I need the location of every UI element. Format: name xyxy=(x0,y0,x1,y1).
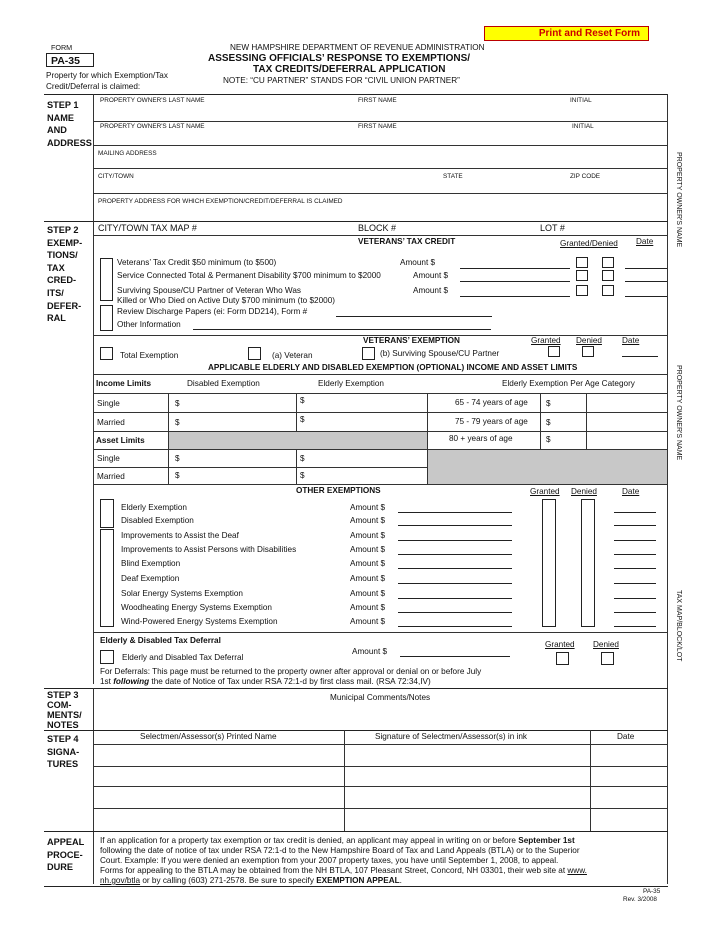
vtc-item: Veterans’ Tax Credit $50 minimum (to $500) xyxy=(117,258,277,267)
amount-label: Amount $ xyxy=(350,603,386,612)
single-label: Single xyxy=(97,454,120,463)
vtc-item: Surviving Spouse/CU Partner of Veteran Who Was xyxy=(117,286,301,295)
amount-label: Amount $ xyxy=(400,258,436,267)
amount-line[interactable] xyxy=(398,583,512,584)
surviving-spouse-label: (b) Surviving Spouse/CU Partner xyxy=(380,349,500,358)
btla-link[interactable]: nh.gov/btla xyxy=(100,876,141,885)
date-label: Date xyxy=(622,336,640,345)
btla-link[interactable]: www. xyxy=(567,866,587,875)
last-name-input-1[interactable] xyxy=(95,106,666,121)
mailing-address-input[interactable] xyxy=(95,158,666,168)
date-label: Date xyxy=(636,237,654,246)
granted-checkbox[interactable] xyxy=(542,499,556,627)
date-line[interactable] xyxy=(614,540,656,541)
vtc-checkbox[interactable] xyxy=(100,305,113,331)
date-line[interactable] xyxy=(614,583,656,584)
dollar-sign: $ xyxy=(175,454,180,463)
granted-label: Granted xyxy=(530,487,560,496)
amount-label: Amount $ xyxy=(350,617,386,626)
other-ex-item: Disabled Exemption xyxy=(121,516,194,525)
amount-label: Amount $ xyxy=(413,271,449,280)
form-note: NOTE: “CU PARTNER” STANDS FOR “CIVIL UNION PARTNER” xyxy=(223,76,460,85)
date-line[interactable] xyxy=(614,512,656,513)
dollar-sign: $ xyxy=(546,399,551,408)
veteran-label: (a) Veteran xyxy=(272,351,313,360)
dollar-sign: $ xyxy=(300,415,305,424)
appeal-text: Court. Example: If you were denied an exemption from your 2007 property taxes, you have until September 1, 2008, to appeal. xyxy=(100,856,559,865)
last-name-label: PROPERTY OWNER'S LAST NAME xyxy=(100,97,205,104)
granted-label: Granted xyxy=(531,336,561,345)
income-limits-label: Income Limits xyxy=(96,379,152,388)
granted-label: Granted xyxy=(545,640,575,649)
step3-label: STEP 3 COM- MENTS/ NOTES xyxy=(47,690,82,730)
step4-label: STEP 4 SIGNA- TURES xyxy=(47,734,80,770)
shaded-cell xyxy=(169,432,427,449)
side-label: PROPERTY OWNER'S NAME xyxy=(675,152,682,248)
form-title: ASSESSING OFFICIALS’ RESPONSE TO EXEMPTIONS/ xyxy=(208,53,471,64)
review-discharge: Review Discharge Papers (ei: Form DD214), Form # xyxy=(117,307,308,316)
appeal-text: nh.gov/btla or by calling (603) 271-2578. Be sure to specify EXEMPTION APPEAL. xyxy=(100,876,402,885)
last-name-label: PROPERTY OWNER'S LAST NAME xyxy=(100,123,205,130)
dollar-sign: $ xyxy=(546,418,551,427)
amount-line[interactable] xyxy=(398,554,512,555)
amount-line[interactable] xyxy=(460,268,570,269)
dollar-sign: $ xyxy=(175,399,180,408)
other-ex-checkbox[interactable] xyxy=(100,499,114,528)
single-label: Single xyxy=(97,399,120,408)
limits-heading: APPLICABLE ELDERLY AND DISABLED EXEMPTION (OPTIONAL) INCOME AND ASSET LIMITS xyxy=(208,363,578,372)
total-exemption-label: Total Exemption xyxy=(120,351,179,360)
amount-line[interactable] xyxy=(460,281,570,282)
date-line[interactable] xyxy=(622,356,658,357)
amount-label: Amount $ xyxy=(350,545,386,554)
vtc-item: Killed or Who Died on Active Duty $700 minimum (to $2000) xyxy=(117,296,335,305)
other-ex-item: Improvements to Assist Persons with Disabilities xyxy=(121,545,297,554)
age-range: 80 + years of age xyxy=(449,434,513,443)
granted-checkbox[interactable] xyxy=(576,270,588,281)
denied-checkbox[interactable] xyxy=(602,257,614,268)
form-title: TAX CREDITS/DEFERRAL APPLICATION xyxy=(253,64,446,75)
property-address-input[interactable] xyxy=(95,207,666,221)
step2-label: STEP 2 EXEMP- TIONS/ TAX CRED- ITS/ DEFER- RAL xyxy=(47,225,83,324)
other-info-label: Other Information xyxy=(117,320,181,329)
date-line[interactable] xyxy=(614,626,656,627)
amount-label: Amount $ xyxy=(350,559,386,568)
state-label: STATE xyxy=(443,173,463,180)
granted-denied-label: Granted/Denied xyxy=(560,239,618,248)
comments-heading: Municipal Comments/Notes xyxy=(330,693,431,702)
side-label: PROPERTY OWNER'S NAME xyxy=(675,365,682,461)
initial-label: INITIAL xyxy=(570,97,592,104)
first-name-label: FIRST NAME xyxy=(358,97,397,104)
dollar-sign: $ xyxy=(175,471,180,480)
granted-checkbox[interactable] xyxy=(556,652,569,665)
married-label: Married xyxy=(97,418,125,427)
date-line[interactable] xyxy=(625,281,667,282)
date-line[interactable] xyxy=(614,598,656,599)
vtc-checkbox[interactable] xyxy=(100,258,113,301)
comments-input[interactable] xyxy=(95,705,666,729)
initial-label: INITIAL xyxy=(572,123,594,130)
denied-label: Denied xyxy=(576,336,602,345)
date-line[interactable] xyxy=(614,554,656,555)
deferral-heading: Elderly & Disabled Tax Deferral xyxy=(100,636,221,645)
married-label: Married xyxy=(97,472,125,481)
print-reset-button[interactable]: Print and Reset Form xyxy=(484,26,649,41)
other-ex-checkbox[interactable] xyxy=(100,529,114,627)
amount-label: Amount $ xyxy=(350,589,386,598)
date-line[interactable] xyxy=(614,568,656,569)
elderly-ex-col: Elderly Exemption xyxy=(318,379,384,388)
other-ex-item: Solar Energy Systems Exemption xyxy=(121,589,243,598)
amount-line[interactable] xyxy=(460,296,570,297)
deferral-item: Elderly and Disabled Tax Deferral xyxy=(122,653,244,662)
amount-line[interactable] xyxy=(398,612,512,613)
form-number-line[interactable] xyxy=(336,316,492,317)
other-ex-heading: OTHER EXEMPTIONS xyxy=(296,486,381,495)
granted-checkbox[interactable] xyxy=(576,285,588,296)
form-number: PA-35 xyxy=(46,53,94,67)
claim-label: Credit/Deferral is claimed: xyxy=(46,82,141,91)
deferral-note: 1st following the date of Notice of Tax under RSA 72:1-d by first class mail. (RSA 72:34,IV) xyxy=(100,677,431,686)
form-label: FORM xyxy=(51,43,73,52)
amount-line[interactable] xyxy=(398,598,512,599)
amount-label: Amount $ xyxy=(352,647,388,656)
amount-line[interactable] xyxy=(398,568,512,569)
dollar-sign: $ xyxy=(175,418,180,427)
denied-checkbox[interactable] xyxy=(602,285,614,296)
appeal-text: Forms for appealing to the BTLA may be obtained from the NH BTLA, 107 Pleasant Street, Concord, NH 03301, their web site at www. xyxy=(100,866,587,875)
department-name: NEW HAMPSHIRE DEPARTMENT OF REVENUE ADMINISTRATION xyxy=(230,43,485,52)
date-line[interactable] xyxy=(614,525,656,526)
date-col: Date xyxy=(617,732,635,741)
footer-form: PA-35 xyxy=(643,888,661,895)
surviving-spouse-checkbox[interactable] xyxy=(362,347,375,360)
block-label: BLOCK # xyxy=(358,223,397,233)
printed-name-col: Selectmen/Assessor(s) Printed Name xyxy=(140,732,277,741)
other-ex-item: Wind-Powered Energy Systems Exemption xyxy=(121,617,278,626)
footer-rev: Rev. 3/2008 xyxy=(623,896,657,903)
age-category-col: Elderly Exemption Per Age Category xyxy=(502,379,635,388)
age-range: 75 - 79 years of age xyxy=(455,417,528,426)
amount-line[interactable] xyxy=(400,656,510,657)
dollar-sign: $ xyxy=(300,396,305,405)
dollar-sign: $ xyxy=(546,435,551,444)
appeal-label: APPEAL PROCE- DURE xyxy=(47,837,85,873)
amount-line[interactable] xyxy=(398,626,512,627)
amount-label: Amount $ xyxy=(350,516,386,525)
age-range: 65 - 74 years of age xyxy=(455,398,528,407)
ve-heading: VETERANS’ EXEMPTION xyxy=(363,336,460,345)
side-label: TAX MAP/BLOCK/LOT xyxy=(675,590,682,662)
other-info-line[interactable] xyxy=(193,329,491,330)
other-ex-item: Elderly Exemption xyxy=(121,503,187,512)
denied-checkbox[interactable] xyxy=(582,346,594,357)
asset-limits-label: Asset Limits xyxy=(96,436,145,445)
disabled-ex-col: Disabled Exemption xyxy=(187,379,260,388)
first-name-label: FIRST NAME xyxy=(358,123,397,130)
last-name-input-2[interactable] xyxy=(95,132,666,145)
amount-line[interactable] xyxy=(398,512,512,513)
date-line[interactable] xyxy=(625,268,667,269)
signature-col: Signature of Selectmen/Assessor(s) in ink xyxy=(375,732,527,741)
denied-label: Denied xyxy=(571,487,597,496)
other-ex-item: Deaf Exemption xyxy=(121,574,180,583)
other-ex-item: Improvements to Assist the Deaf xyxy=(121,531,239,540)
denied-checkbox[interactable] xyxy=(581,499,595,627)
amount-label: Amount $ xyxy=(350,503,386,512)
date-line[interactable] xyxy=(614,612,656,613)
denied-checkbox[interactable] xyxy=(601,652,614,665)
granted-checkbox[interactable] xyxy=(576,257,588,268)
appeal-text: following the date of notice of tax under RSA 72:1-d to the New Hampshire Board of Tax and Land Appeals (BTLA) or to the Superior xyxy=(100,846,580,855)
other-ex-item: Blind Exemption xyxy=(121,559,181,568)
claim-label: Property for which Exemption/Tax xyxy=(46,71,168,80)
date-line[interactable] xyxy=(625,296,667,297)
city-label: CITY/TOWN xyxy=(98,173,134,180)
vtc-item: Service Connected Total & Permanent Disability $700 minimum to $2000 xyxy=(117,271,381,280)
other-ex-item: Woodheating Energy Systems Exemption xyxy=(121,603,272,612)
dollar-sign: $ xyxy=(300,471,305,480)
date-label: Date xyxy=(622,487,640,496)
deferral-note: For Deferrals: This page must be returned to the property owner after approval or denial on or before July xyxy=(100,667,482,676)
amount-label: Amount $ xyxy=(350,531,386,540)
shaded-cell xyxy=(428,450,667,484)
zip-label: ZIP CODE xyxy=(570,173,601,180)
amount-label: Amount $ xyxy=(350,574,386,583)
veteran-checkbox[interactable] xyxy=(248,347,261,360)
denied-checkbox[interactable] xyxy=(602,270,614,281)
amount-line[interactable] xyxy=(398,525,512,526)
mailing-address-label: MAILING ADDRESS xyxy=(98,150,157,157)
dollar-sign: $ xyxy=(300,454,305,463)
appeal-text: If an application for a property tax exemption or tax credit is denied, an applicant may appeal in writing on or before September 1st xyxy=(100,836,575,845)
property-address-label: PROPERTY ADDRESS FOR WHICH EXEMPTION/CREDIT/DEFERRAL IS CLAIMED xyxy=(98,198,343,205)
denied-label: Denied xyxy=(593,640,619,649)
tax-map-label: CITY/TOWN TAX MAP # xyxy=(98,223,197,233)
granted-checkbox[interactable] xyxy=(548,346,560,357)
amount-label: Amount $ xyxy=(413,286,449,295)
vtc-heading: VETERANS’ TAX CREDIT xyxy=(358,237,456,246)
deferral-checkbox[interactable] xyxy=(100,650,114,664)
step1-label: STEP 1 NAME AND ADDRESS xyxy=(47,100,92,148)
total-exemption-checkbox[interactable] xyxy=(100,347,113,360)
lot-label: LOT # xyxy=(540,223,565,233)
amount-line[interactable] xyxy=(398,540,512,541)
